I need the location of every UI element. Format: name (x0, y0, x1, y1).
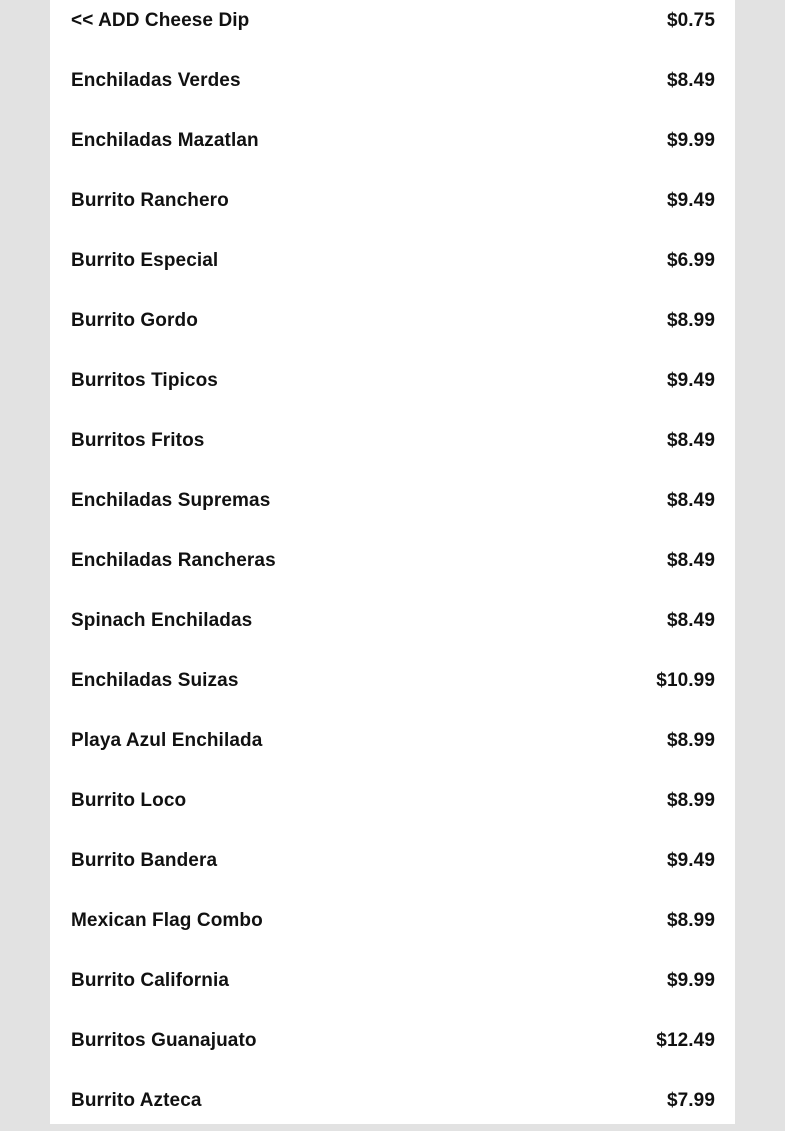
menu-item-price: $9.49 (666, 370, 715, 391)
menu-item[interactable] (50, 411, 735, 471)
menu-item-price: $8.49 (666, 430, 715, 451)
menu-list (50, 0, 735, 1131)
menu-item[interactable] (50, 0, 735, 51)
menu-item[interactable] (50, 51, 735, 111)
menu-item-name: Enchiladas Suizas (71, 670, 239, 691)
menu-item[interactable] (50, 951, 735, 1011)
menu-item-price: $8.49 (666, 550, 715, 571)
menu-item[interactable] (50, 231, 735, 291)
menu-item-name: Burrito California (71, 970, 230, 991)
menu-item-price: $8.49 (666, 490, 715, 511)
menu-item[interactable] (50, 831, 735, 891)
menu-item-price: $12.49 (656, 1030, 715, 1051)
menu-item-name: Enchiladas Mazatlan (71, 130, 259, 151)
menu-item-name: Burrito Especial (71, 250, 219, 271)
menu-item-name: Burritos Fritos (71, 430, 205, 451)
menu-item-price: $9.49 (666, 850, 715, 871)
menu-item-name: Burrito Loco (71, 790, 187, 811)
menu-item[interactable] (50, 291, 735, 351)
menu-item-name: Playa Azul Enchilada (71, 730, 263, 751)
menu-item-name: Mexican Flag Combo (71, 910, 263, 931)
menu-item-price: $8.99 (666, 910, 715, 931)
menu-item-price: $8.99 (666, 730, 715, 751)
menu-item-price: $10.99 (656, 670, 715, 691)
menu-item[interactable] (50, 651, 735, 711)
menu-item-name: Spinach Enchiladas (71, 610, 253, 631)
menu-item-price: $9.99 (666, 970, 715, 991)
menu-item-price: $0.75 (666, 10, 715, 31)
menu-item-price: $9.49 (666, 190, 715, 211)
menu-item-name: Enchiladas Rancheras (71, 550, 276, 571)
menu-item[interactable] (50, 711, 735, 771)
menu-item-name: Burrito Bandera (71, 850, 218, 871)
menu-item[interactable] (50, 591, 735, 651)
menu-item[interactable] (50, 891, 735, 951)
menu-item[interactable] (50, 771, 735, 831)
menu-item-price: $8.49 (666, 610, 715, 631)
menu-item-price: $7.99 (666, 1090, 715, 1111)
menu-item-name: Burrito Ranchero (71, 190, 229, 211)
menu-item-price: $8.99 (666, 310, 715, 331)
menu-item-name: Enchiladas Supremas (71, 490, 271, 511)
menu-item-price: $8.99 (666, 790, 715, 811)
menu-item-name: Burritos Tipicos (71, 370, 218, 391)
menu-item[interactable] (50, 1011, 735, 1071)
menu-panel (50, 0, 735, 1124)
menu-item-name: Burritos Guanajuato (71, 1030, 257, 1051)
menu-item-name: Burrito Gordo (71, 310, 198, 331)
menu-item[interactable] (50, 111, 735, 171)
menu-item-name: Enchiladas Verdes (71, 70, 241, 91)
menu-item[interactable] (50, 171, 735, 231)
menu-item-name: Burrito Azteca (71, 1090, 202, 1111)
menu-item-name: << ADD Cheese Dip (71, 10, 250, 31)
menu-item-price: $8.49 (666, 70, 715, 91)
menu-item-price: $6.99 (666, 250, 715, 271)
menu-item[interactable] (50, 531, 735, 591)
menu-item[interactable] (50, 351, 735, 411)
menu-item-price: $9.99 (666, 130, 715, 151)
menu-item[interactable] (50, 1071, 735, 1131)
menu-item[interactable] (50, 471, 735, 531)
